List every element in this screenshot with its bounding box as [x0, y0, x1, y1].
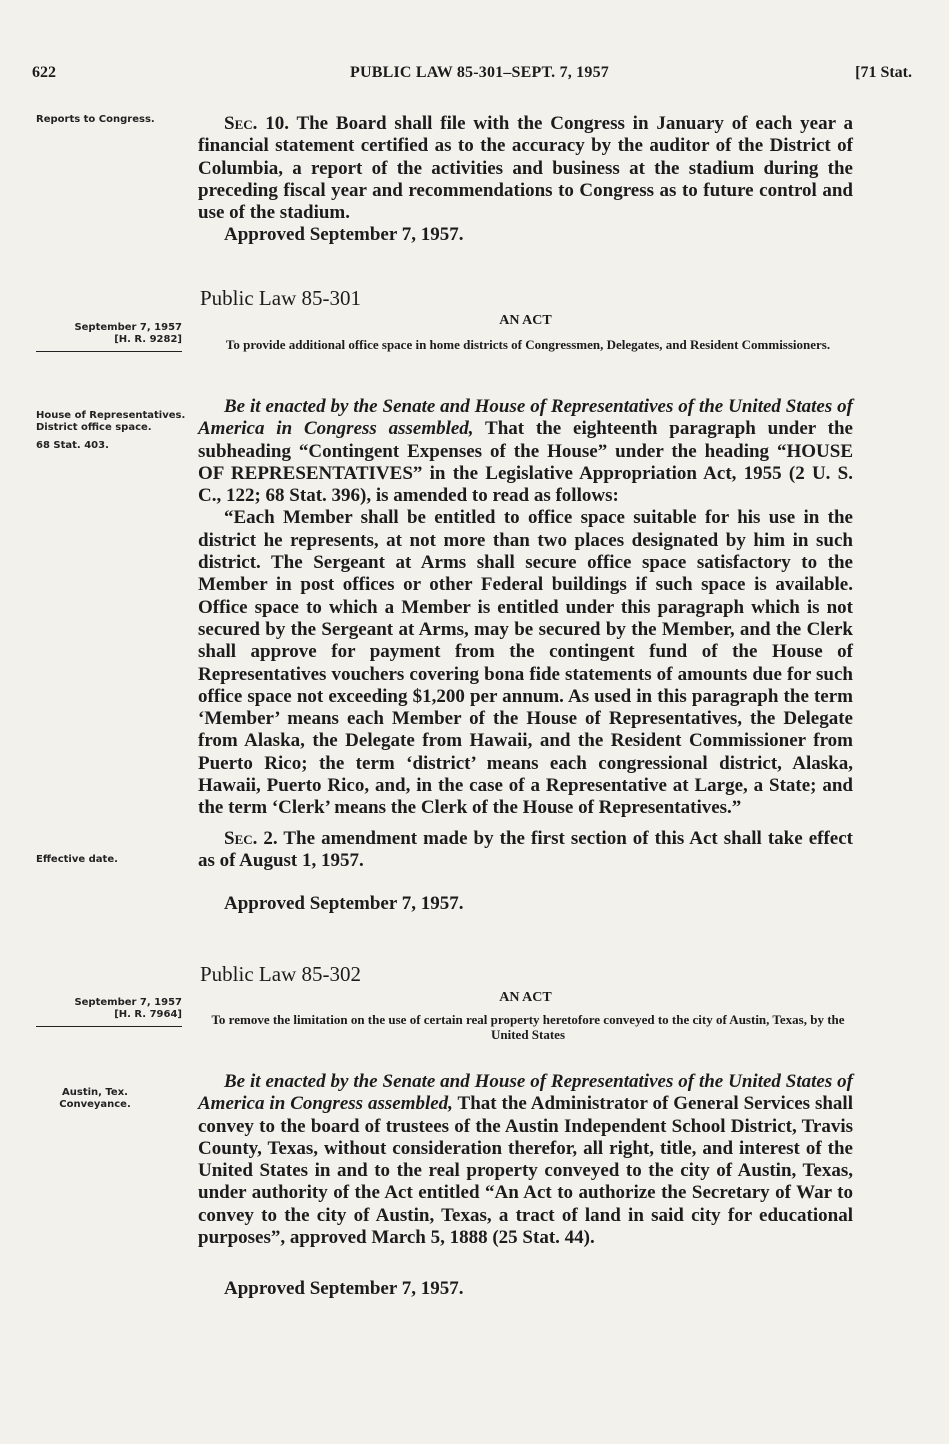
page-number: 622: [32, 64, 56, 81]
law-2-body: [198, 1071, 853, 1249]
running-head: [32, 64, 912, 86]
margin-house-reps: House of Representatives.: [36, 410, 186, 421]
section-2-label: Sec. 2.: [224, 827, 278, 849]
margin-note-reports: Reports to Congress.: [36, 114, 155, 125]
section-10: [198, 113, 853, 224]
running-title: PUBLIC LAW 85-301–SEPT. 7, 1957: [350, 64, 609, 81]
margin-rule-2: [36, 1026, 182, 1027]
section-10-text: The Board shall file with the Congress in January of each year a financial statement certified as to the accuracy by the auditor of the District of Columbia, a report of the activities and business at the stadium during the preceding fiscal year and recommendations to Congress as to future control and use of the stadium.: [198, 113, 853, 224]
margin-note-date-1: [40, 322, 182, 346]
section-2-text: The amendment made by the first section of this Act shall take effect as of August 1, 1957.: [198, 827, 853, 871]
margin-note-date-2: [40, 997, 182, 1021]
an-act-heading-2: AN ACT: [499, 990, 552, 1005]
margin-stat-cite: 68 Stat. 403.: [36, 440, 109, 451]
public-law-title-2: Public Law 85-302: [200, 962, 361, 986]
margin-note-austin: [40, 1087, 150, 1111]
section-10-label: Sec. 10.: [224, 113, 289, 134]
margin-austin: Austin, Tex.: [62, 1087, 128, 1098]
approved-line-0: Approved September 7, 1957.: [224, 224, 464, 245]
public-law-title-1: Public Law 85-301: [200, 286, 361, 310]
act-purpose-2: To remove the limitation on the use of certain real property heretofore conveyed to the city of Austin, Texas, by the United States: [211, 1012, 845, 1042]
an-act-heading-1: AN ACT: [499, 313, 552, 328]
law-1-body: [198, 396, 853, 872]
margin-district-office: District office space.: [36, 422, 152, 433]
margin-note-effective: Effective date.: [36, 854, 118, 865]
margin-note-house: [36, 410, 186, 452]
margin-date-1: September 7, 1957: [74, 322, 182, 333]
act-purpose-1: To provide additional office space in home districts of Congressmen, Delegates, and Resident Commissioners.: [225, 337, 831, 352]
enacting-clause-2: Be it enacted by the Senate and House of Representatives of the United States of America in Congress assembled,: [198, 1071, 853, 1115]
margin-conveyance: Conveyance.: [59, 1099, 131, 1110]
approved-line-1: Approved September 7, 1957.: [224, 893, 464, 914]
enacting-clause-1: Be it enacted by the Senate and House of Representatives of the United States of America in Congress assembled,: [198, 396, 853, 440]
margin-bill-1: [H. R. 9282]: [114, 334, 182, 345]
margin-bill-2: [H. R. 7964]: [114, 1009, 182, 1020]
volume-reference: [71 Stat.: [855, 64, 912, 81]
margin-rule-1: [36, 351, 182, 352]
law-2-paragraph: That the Administrator of General Services shall convey to the board of trustees of the Austin Independent School District, Travis County, Texas, without consideration therefor, all right, title, and interest of the United States in and to the real property conveyed to the city of Austin, Texas, under authority of the Act entitled “An Act to authorize the Secretary of War to convey to the city of Austin, Texas, a tract of land in said city for educational purposes”, approved March 5, 1888 (25 Stat. 44).: [198, 1093, 853, 1249]
margin-date-2: September 7, 1957: [74, 997, 182, 1008]
law-1-quoted-paragraph: “Each Member shall be entitled to office space suitable for his use in the district he represents, at not more than two places designated by him in such district. The Sergeant at Arms shall secure office space satisfactory to the Member in post offices or other Federal buildings if such space is available. Office space to which a Member is entitled under this paragraph which is not secured by the Sergeant at Arms, may be secured by the Member, and the Clerk shall approve for payment from the contingent fund of the House of Representatives vouchers covering bona fide statements of amounts due for such office space not exceeding $1,200 per annum. As used in this paragraph the term ‘Member’ means each Member of the House of Representatives, the Delegate from Alaska, the Delegate from Hawaii, and the Resident Commissioner from Puerto Rico; the term ‘district’ means each congressional district, Alaska, Hawaii, Puerto Rico, and, in the case of a Representative at Large, a State; and the term ‘Clerk’ means the Clerk of the House of Representatives.”: [198, 507, 853, 819]
law-1-paragraph: That the eighteenth paragraph under the subheading “Contingent Expenses of the House” under the heading “HOUSE OF REPRESENTATIVES” in the Legislative Appropriation Act, 1955 (2 U. S. C., 122; 68 Stat. 396), is amended to read as follows:: [198, 418, 853, 507]
approved-line-2: Approved September 7, 1957.: [224, 1278, 464, 1299]
